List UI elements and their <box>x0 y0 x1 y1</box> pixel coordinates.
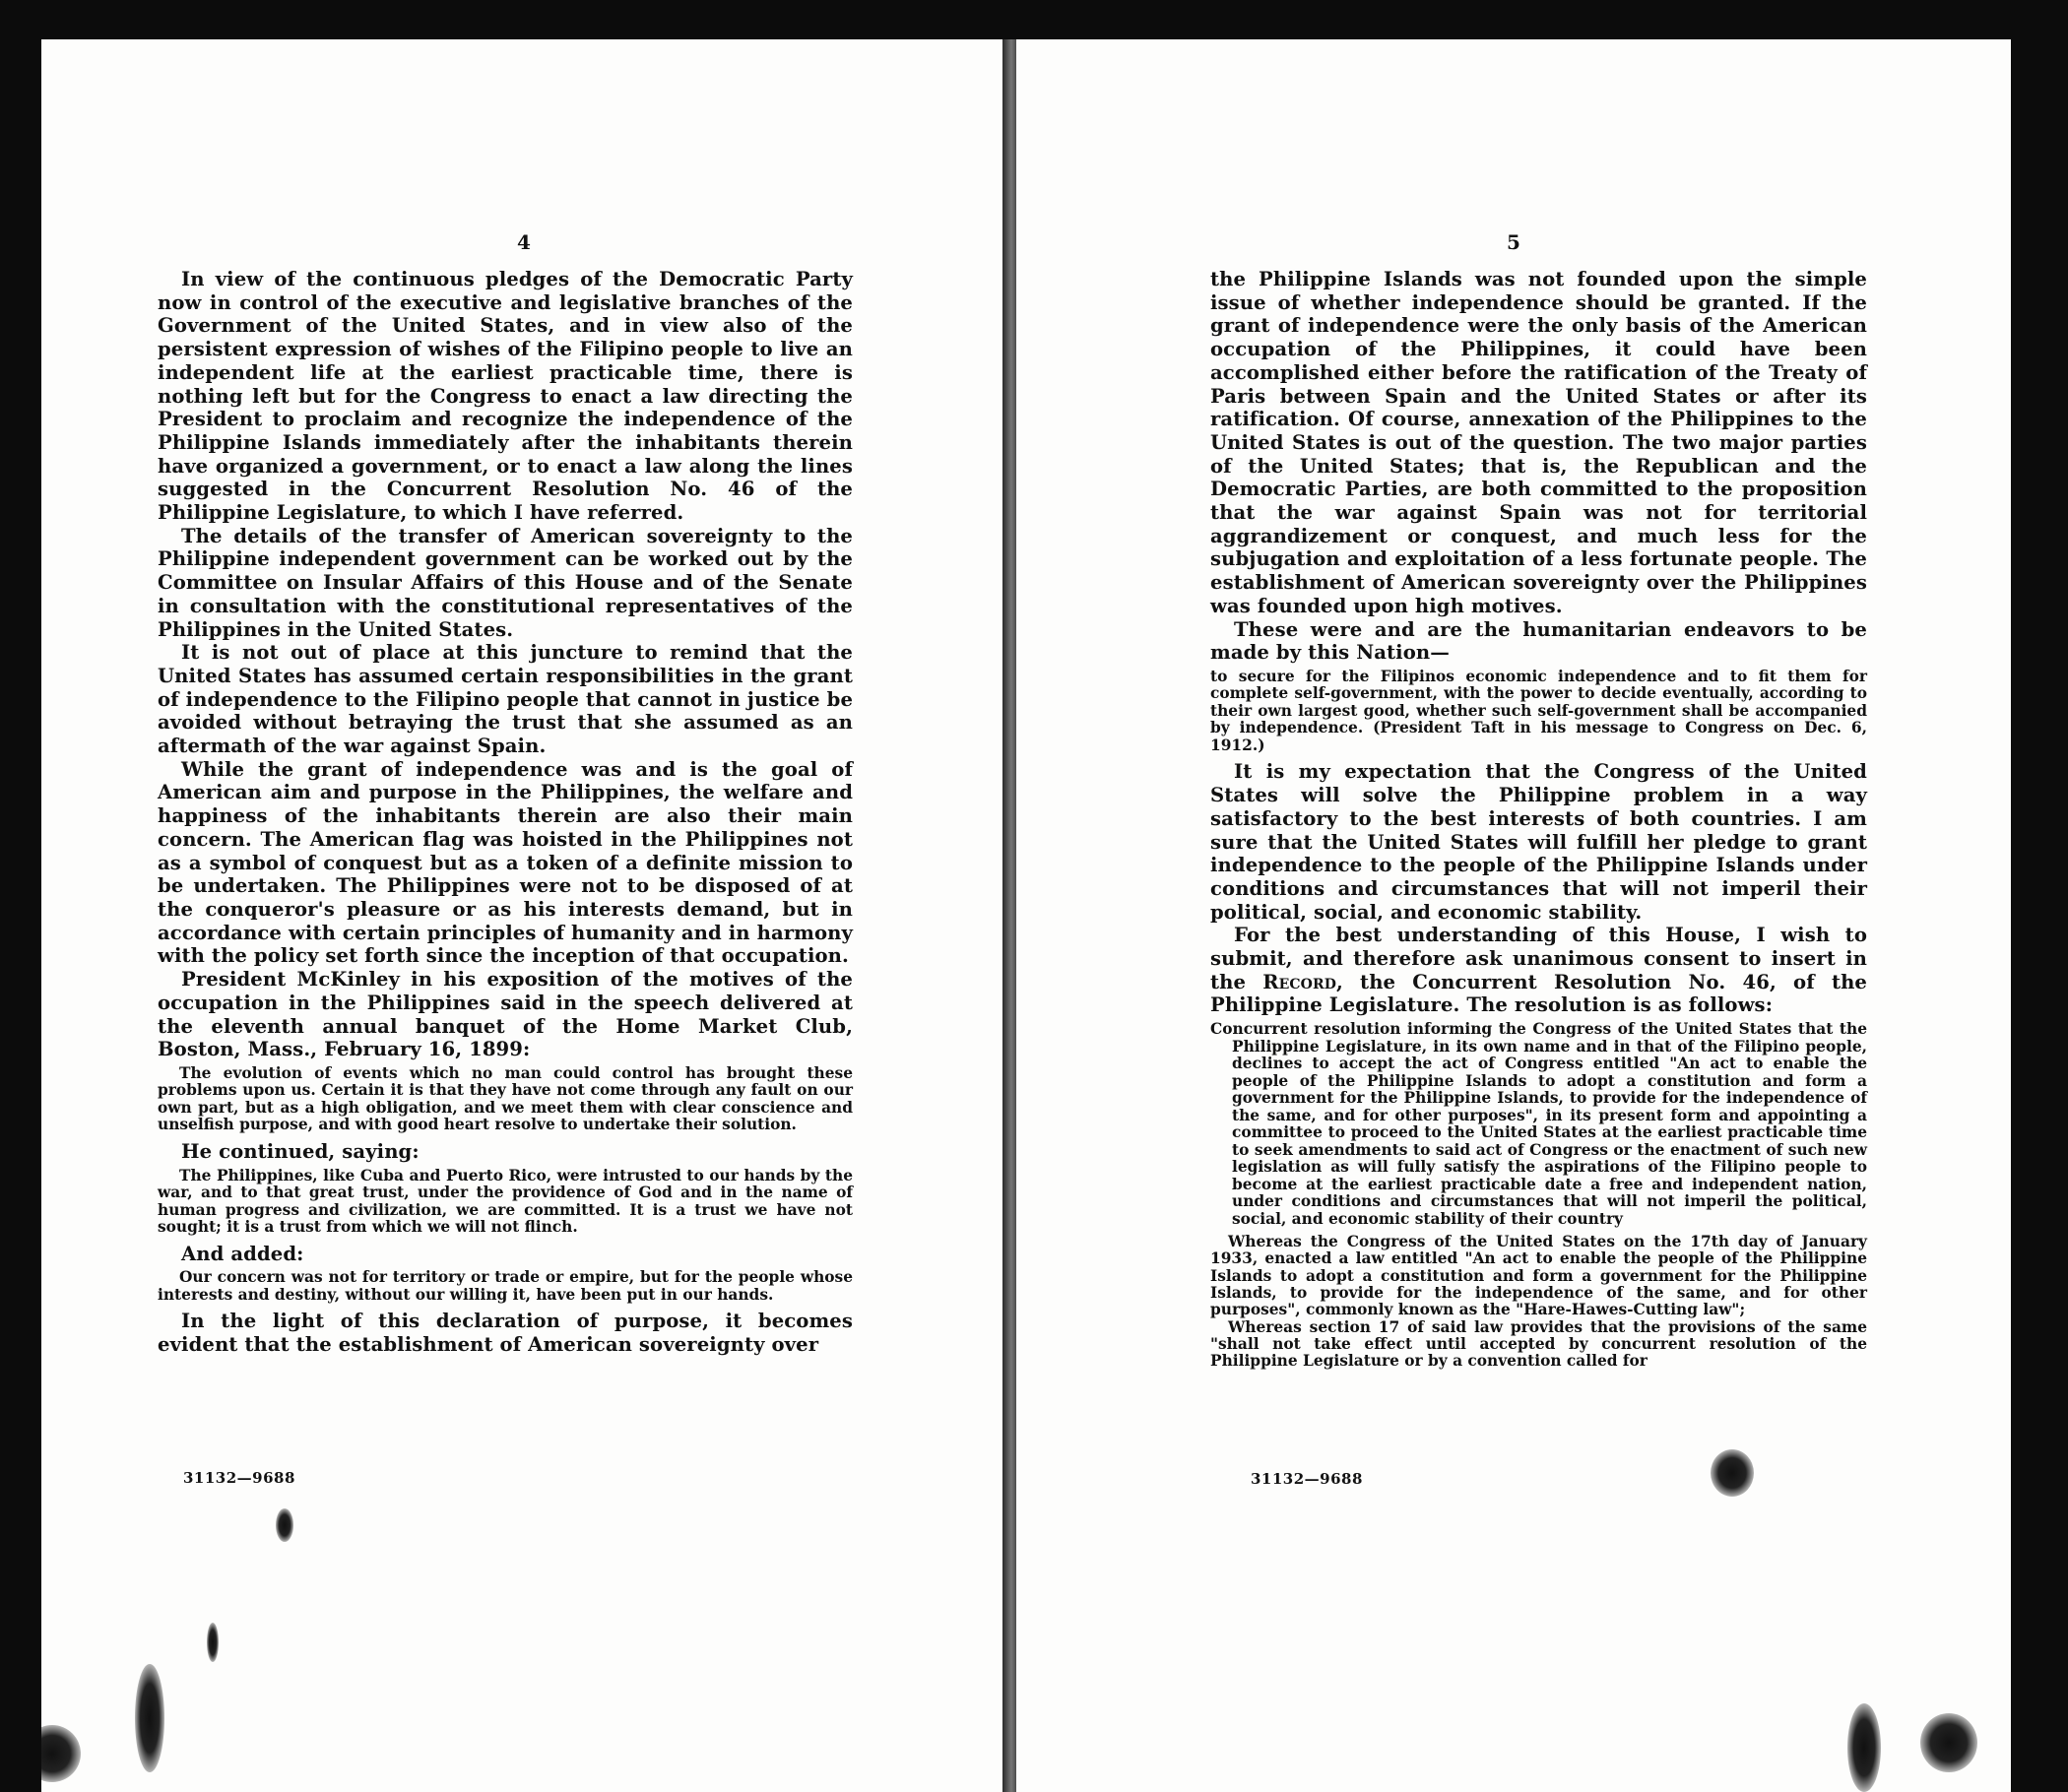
page-number: 4 <box>517 230 531 254</box>
ink-smudge <box>276 1508 293 1542</box>
paragraph: President McKinley in his exposition of the motives of the occupation in the Philippines said in the speech delivered at the eleventh annual banquet of the Home Market Club, Boston, Mass., February 16, 1899: <box>158 968 853 1061</box>
left-page <box>41 39 1006 1792</box>
right-page <box>1016 39 2011 1792</box>
record-smallcaps: Record <box>1262 970 1336 993</box>
ink-smudge <box>135 1664 164 1772</box>
paragraph: It is my expectation that the Congress of the United States will solve the Philippine problem in a way satisfactory to the best interests of both countries. I am sure that the United States will fulfill her pledge to grant independence to the people of the Philippine Islands under conditions and circumstances that will not imperil their political, social, and economic stability. <box>1210 760 1867 924</box>
whereas-clause: Whereas the Congress of the United States on the 17th day of January 1933, enacted a law entitled "An act to enable the people of the Philippine Islands to adopt a constitution and form a government for the Philippine Islands, to provide for the independence of the same, and for other purposes", commonly known as the "Hare-Hawes-Cutting law"; <box>1210 1233 1867 1319</box>
paragraph-text: , the Concurrent Resolution No. 46, of the Philippine Legislature. The resolution is as follows: <box>1210 970 1868 1017</box>
paragraph: In view of the continuous pledges of the Democratic Party now in control of the executive and legislative branches of the Government of the United States, and in view also of the persistent expression of wishes of the Filipino people to live an independent life at the earliest practicable time, there is nothing left but for the Congress to enact a law directing the President to proclaim and recognize the independence of the Philippine Islands immediately after the inhabitants therein have organized a government, or to enact a law along the lines suggested in the Concurrent Resolution No. 46 of the Philippine Legislature, to which I have referred. <box>158 268 853 525</box>
lead-in: And added: <box>181 1242 304 1265</box>
paragraph: It is not out of place at this juncture to remind that the United States has assumed certain responsibilities in the grant of independence to the Filipino people that cannot in justice be avoided without betraying the trust that she assumed as an aftermath of the war against Spain. <box>158 641 854 758</box>
paragraph <box>1210 924 1867 1017</box>
text-column <box>1210 268 1867 1371</box>
paragraph: the Philippine Islands was not founded upon the simple issue of whether independence should be granted. If the grant of independence were the only basis of the American occupation of the Philippines, it could have been accomplished either before the ratification of the Treaty of Paris between Spain and the United States or after its ratification. Of course, annexation of the Philippines to the United States is out of the question. The two major parties of the United States; that is, the Republican and the Democratic Parties, are both committed to the proposition that the war against Spain was not for territorial aggrandizement or conquest, and much less for the subjugation and exploitation of a less fortunate people. The establishment of American sovereignty over the Philippines was founded upon high motives. <box>1210 268 1867 617</box>
paragraph-text: For the best understanding of this House, I wish to submit, and therefore ask unanimous consent to insert in the <box>1210 924 1867 993</box>
paragraph: In the light of this declaration of purpose, it becomes evident that the establishment of American sovereignty over <box>158 1310 853 1357</box>
paragraph: While the grant of independence was and is the goal of American aim and purpose in the Philippines, the welfare and happiness of the inhabitants therein are also their main concern. The American flag was hoisted in the Philippines not as a symbol of conquest but as a token of a definite mission to be undertaken. The Philippines were not to be disposed of at the conqueror's pleasure or as his interests demand, but in accordance with certain principles of humanity and in harmony with the policy set forth since the inception of that occupation. <box>158 757 853 968</box>
block-quote: The Philippines, like Cuba and Puerto Rico, were intrusted to our hands by the war, and to that great trust, under the providence of God and in the name of human progress and civilization, we are committed. It is a trust we have not sought; it is a trust from which we will not flinch. <box>158 1166 853 1237</box>
text-column <box>158 268 853 1357</box>
page-footer: 31132—9688 <box>183 1469 295 1487</box>
page-number: 5 <box>1507 230 1520 254</box>
block-quote: The evolution of events which no man could control has brought these problems upon us. Certain it is that they have not come through any fault on our own part, but as a high obligation, and we meet them with clear conscience and unselfish purpose, and with good heart resolve to undertake their solution. <box>158 1063 853 1134</box>
ink-smudge <box>1711 1449 1754 1497</box>
ink-smudge <box>207 1623 219 1662</box>
whereas-clause: Whereas section 17 of said law provides that the provisions of the same "shall not take effect until accepted by concurrent resolution of the Philippine Legislature or by a convention called for <box>1210 1317 1867 1371</box>
resolution-title: Concurrent resolution informing the Congress of the United States that the Philippine Legislature, in its own name and in that of the Filipino people, declines to accept the act of Congress entitled "An act to enable the people of the Philippine Islands to adopt a constitution and form a government for the Philippine Islands, to provide for the independence of the same, and for other purposes", in its present form and appointing a committee to proceed to the United States at the earliest practicable time to seek amendments to said act of Congress or the enactment of such new legislation as will fully satisfy the aspirations of the Filipino people to become at the earliest practicable date a free and independent nation, under conditions and circumstances that will not imperil the political, social, and economic stability of their country <box>1210 1020 1867 1228</box>
page-footer: 31132—9688 <box>1251 1470 1363 1488</box>
ink-smudge <box>1847 1703 1881 1792</box>
ink-smudge <box>41 1725 81 1782</box>
lead-in: He continued, saying: <box>181 1139 420 1163</box>
paragraph: These were and are the humanitarian endeavors to be made by this Nation— <box>1210 617 1867 665</box>
block-quote: to secure for the Filipinos economic independence and to fit them for complete self-government, with the power to decide eventually, according to their own largest good, whether such self-government shall be accompanied by independence. (President Taft in his message to Congress on Dec. 6, 1912.) <box>1210 667 1867 754</box>
paragraph: The details of the transfer of American sovereignty to the Philippine independent government can be worked out by the Committee on Insular Affairs of this House and of the Senate in consultation with the constitutional representatives of the Philippines in the United States. <box>158 524 853 641</box>
ink-smudge <box>1920 1713 1977 1772</box>
block-quote: Our concern was not for territory or trade or empire, but for the people whose interests and destiny, without our willing it, have been put in our hands. <box>158 1268 853 1304</box>
